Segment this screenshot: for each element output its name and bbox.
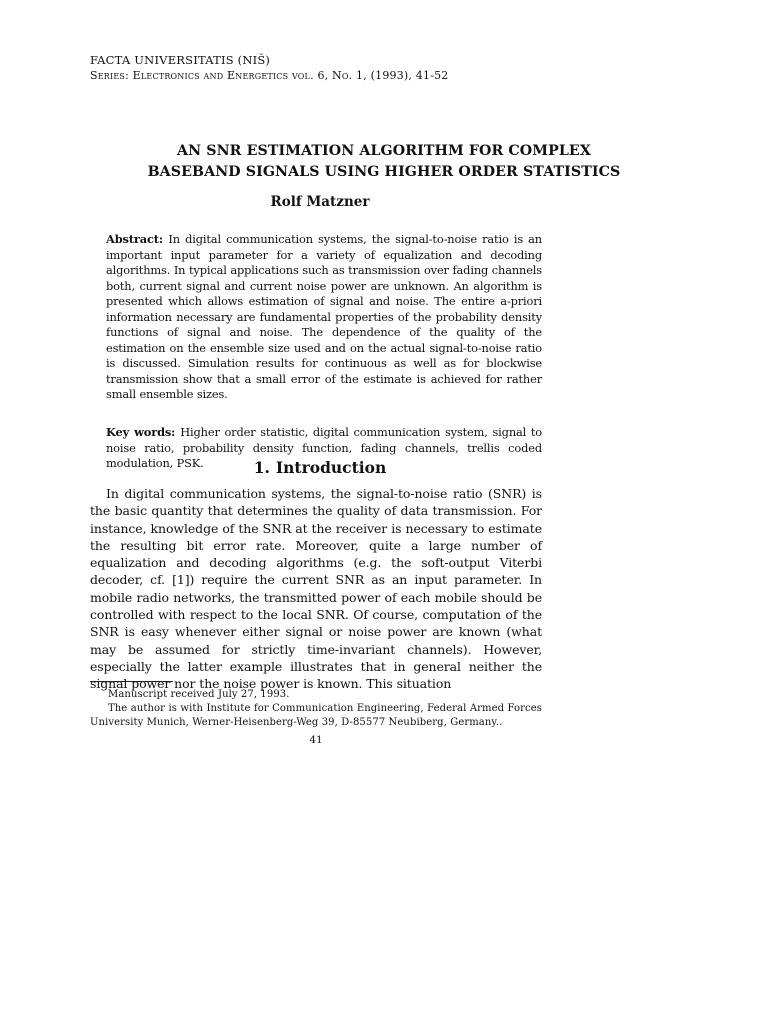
paper-title	[60, 141, 708, 183]
title-line-2: BASEBAND SIGNALS USING HIGHER ORDER STATISTICS	[147, 164, 621, 180]
author-name	[0, 194, 640, 210]
footnote-rule	[90, 681, 173, 682]
keywords-label: Key words:	[106, 425, 181, 439]
section-number: 1.	[253, 458, 270, 477]
abstract	[106, 232, 542, 403]
page-number: 41	[309, 734, 323, 746]
footnote-affiliation	[90, 702, 542, 730]
footnote-received	[90, 688, 542, 702]
footnote-received-text: Manuscript received July 27, 1993.	[108, 689, 290, 700]
title-line-1: AN SNR ESTIMATION ALGORITHM FOR COMPLEX	[177, 143, 591, 159]
abstract-label: Abstract:	[106, 232, 169, 246]
body-text	[90, 485, 542, 693]
keywords-text: Higher order statistic, digital communication system, signal to noise ratio, probability density function, fading channels, trellis coded modulation, PSK.	[106, 425, 542, 470]
author-name-text: Rolf Matzner	[270, 194, 370, 210]
journal-name: FACTA UNIVERSITATIS (NIŠ)	[90, 53, 271, 67]
section-heading	[0, 458, 640, 477]
body-paragraph: In digital communication systems, the signal-to-noise ratio (SNR) is the basic quantity that determines the quality of data transmission. For instance, knowledge of the SNR at the receiver is necessary to estimate the resulting bit error rate. Moreover, quite a large number of equalization and decoding algorithms (e.g. the soft-output Viterbi decoder, cf. [1]) require the current SNR as an input parameter. In mobile radio networks, the transmitted power of each mobile should be controlled with respect to the local SNR. Of course, computation of the SNR is easy whenever either signal or noise power are known (what may be assumed for strictly time-invariant channels). However, especially the latter example illustrates that in general neither the signal power nor the noise power is known. This situation	[90, 486, 542, 692]
footnote-affiliation-text: The author is with Institute for Communication Engineering, Federal Armed Forces University Munich, Werner-Heisenberg-Weg 39, D-85577 Neubiberg, Germany..	[90, 703, 542, 728]
section-title: Introduction	[275, 458, 387, 477]
abstract-text: In digital communication systems, the signal-to-noise ratio is an important input parameter for a variety of equalization and decoding algorithms. In typical applications such as transmission over fading channels both, current signal and current noise power are unknown. An algorithm is presented which allows estimation of signal and noise. The entire a-priori information necessary are fundamental properties of the probability density functions of signal and noise. The dependence of the quality of the estimation on the ensemble size used and on the actual signal-to-noise ratio is discussed. Simulation results for continuous as well as for blockwise transmission show that a small error of the estimate is achieved for rather small ensemble sizes.	[106, 232, 542, 401]
journal-series: Series: Electronics and Energetics vol. 6, No. 1, (1993), 41-52	[90, 69, 449, 82]
